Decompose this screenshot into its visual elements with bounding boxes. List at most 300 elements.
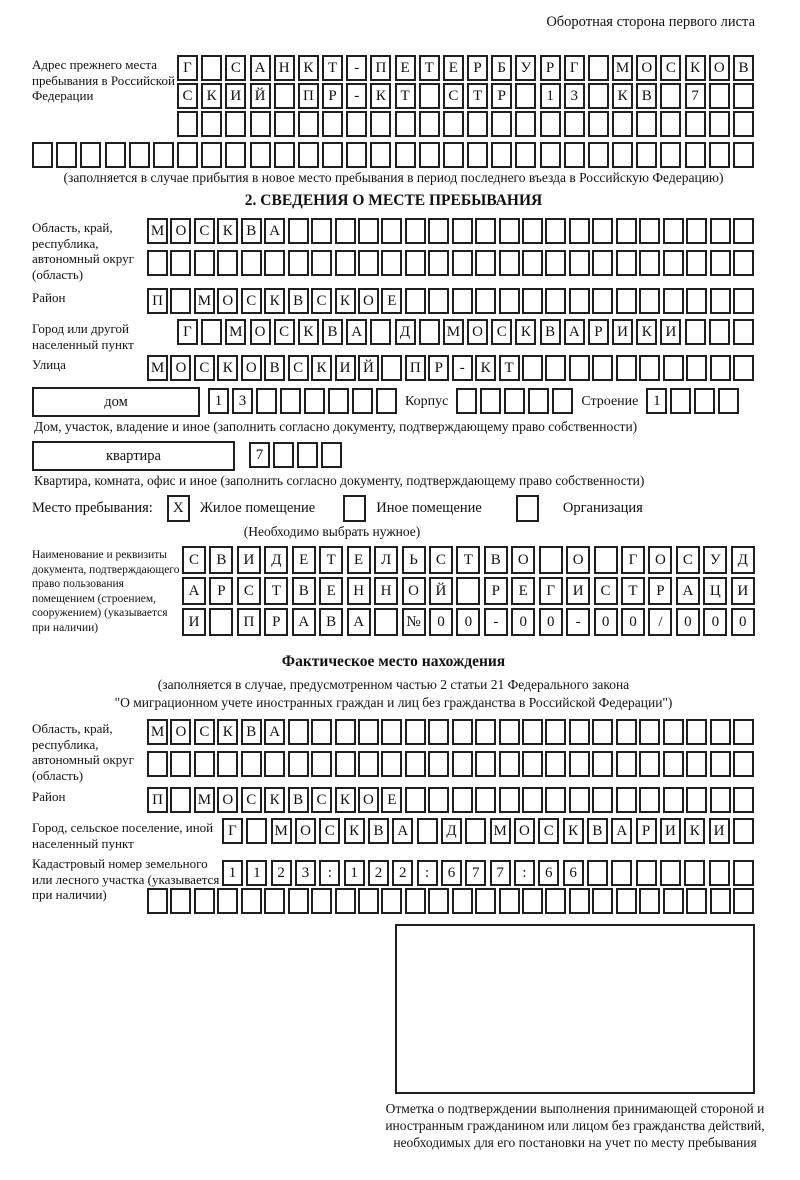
- char-box[interactable]: [419, 83, 440, 109]
- char-box[interactable]: В: [733, 55, 754, 81]
- char-box[interactable]: [201, 142, 222, 168]
- char-box[interactable]: [452, 751, 473, 777]
- char-box[interactable]: [274, 83, 295, 109]
- char-box[interactable]: [686, 218, 707, 244]
- char-box[interactable]: [639, 719, 660, 745]
- char-box[interactable]: [522, 751, 543, 777]
- char-box[interactable]: А: [676, 577, 700, 605]
- char-box[interactable]: К: [264, 787, 285, 813]
- char-box[interactable]: [592, 787, 613, 813]
- char-box[interactable]: А: [347, 608, 371, 636]
- char-box[interactable]: [491, 111, 512, 137]
- char-box[interactable]: [592, 355, 613, 381]
- char-box[interactable]: 0: [539, 608, 563, 636]
- char-box[interactable]: [670, 388, 691, 414]
- char-box[interactable]: С: [225, 55, 246, 81]
- char-box[interactable]: [660, 83, 681, 109]
- char-box[interactable]: [217, 888, 238, 914]
- char-box[interactable]: Т: [621, 577, 645, 605]
- char-box[interactable]: О: [217, 288, 238, 314]
- char-row-doc-2[interactable]: [182, 577, 755, 605]
- char-box[interactable]: 3: [295, 860, 316, 886]
- char-row-ulitsa[interactable]: [147, 355, 754, 381]
- char-box[interactable]: [540, 111, 561, 137]
- char-box[interactable]: [588, 111, 609, 137]
- char-box[interactable]: Г: [539, 577, 563, 605]
- char-row-rayon[interactable]: [147, 288, 754, 314]
- char-box[interactable]: С: [177, 83, 198, 109]
- char-box[interactable]: Р: [484, 577, 508, 605]
- char-box[interactable]: К: [515, 319, 536, 345]
- char-box[interactable]: [569, 719, 590, 745]
- char-box[interactable]: [616, 888, 637, 914]
- char-box[interactable]: [616, 787, 637, 813]
- char-row-prev-address-1[interactable]: [177, 55, 754, 81]
- char-box[interactable]: [465, 818, 486, 844]
- char-box[interactable]: В: [209, 546, 233, 574]
- char-box[interactable]: 0: [703, 608, 727, 636]
- char-box[interactable]: -: [346, 55, 367, 81]
- char-box[interactable]: [592, 288, 613, 314]
- char-box[interactable]: [499, 218, 520, 244]
- char-box[interactable]: [358, 888, 379, 914]
- char-box[interactable]: К: [685, 55, 706, 81]
- char-box[interactable]: [545, 787, 566, 813]
- char-box[interactable]: С: [288, 355, 309, 381]
- char-box[interactable]: №: [402, 608, 426, 636]
- char-box[interactable]: [288, 719, 309, 745]
- char-box[interactable]: [381, 250, 402, 276]
- char-box[interactable]: Р: [636, 818, 657, 844]
- char-box[interactable]: [733, 355, 754, 381]
- char-box[interactable]: О: [170, 218, 191, 244]
- char-box[interactable]: [264, 751, 285, 777]
- char-box[interactable]: [304, 388, 325, 414]
- char-box[interactable]: М: [194, 288, 215, 314]
- char-box[interactable]: [475, 888, 496, 914]
- char-box[interactable]: [467, 142, 488, 168]
- char-box[interactable]: [480, 388, 501, 414]
- char-box[interactable]: М: [612, 55, 633, 81]
- char-box[interactable]: 1: [222, 860, 243, 886]
- char-box[interactable]: О: [636, 55, 657, 81]
- char-box[interactable]: [201, 111, 222, 137]
- char-box[interactable]: [428, 888, 449, 914]
- char-box[interactable]: [456, 388, 477, 414]
- char-box[interactable]: /: [648, 608, 672, 636]
- char-box[interactable]: [395, 111, 416, 137]
- char-box[interactable]: С: [538, 818, 559, 844]
- char-box[interactable]: [686, 787, 707, 813]
- char-box[interactable]: К: [264, 288, 285, 314]
- char-box[interactable]: Т: [395, 83, 416, 109]
- char-box[interactable]: [322, 111, 343, 137]
- char-box[interactable]: [456, 577, 480, 605]
- char-box[interactable]: М: [147, 719, 168, 745]
- char-box[interactable]: Г: [222, 818, 243, 844]
- char-box[interactable]: К: [217, 719, 238, 745]
- char-box[interactable]: 6: [563, 860, 584, 886]
- char-box[interactable]: [592, 218, 613, 244]
- char-box[interactable]: Е: [381, 787, 402, 813]
- char-box[interactable]: К: [335, 787, 356, 813]
- char-box[interactable]: :: [514, 860, 535, 886]
- char-box[interactable]: [515, 142, 536, 168]
- char-box[interactable]: Д: [264, 546, 288, 574]
- char-box[interactable]: 3: [564, 83, 585, 109]
- char-box[interactable]: П: [237, 608, 261, 636]
- char-box[interactable]: [321, 442, 342, 468]
- char-box[interactable]: [370, 319, 391, 345]
- char-box[interactable]: 7: [685, 83, 706, 109]
- char-box[interactable]: С: [241, 288, 262, 314]
- char-row-prev-address-3[interactable]: [177, 111, 754, 137]
- char-box[interactable]: [475, 218, 496, 244]
- char-box[interactable]: М: [443, 319, 464, 345]
- char-row-kadastr-2[interactable]: [147, 888, 754, 914]
- char-box[interactable]: К: [370, 83, 391, 109]
- char-box[interactable]: [663, 719, 684, 745]
- char-box[interactable]: Т: [499, 355, 520, 381]
- char-box[interactable]: С: [311, 288, 332, 314]
- char-box[interactable]: А: [392, 818, 413, 844]
- char-box[interactable]: К: [344, 818, 365, 844]
- char-box[interactable]: [417, 818, 438, 844]
- char-box[interactable]: Т: [467, 83, 488, 109]
- char-box[interactable]: [686, 250, 707, 276]
- char-box[interactable]: [710, 288, 731, 314]
- char-box[interactable]: [419, 319, 440, 345]
- char-box[interactable]: К: [335, 288, 356, 314]
- char-box[interactable]: [428, 719, 449, 745]
- char-box[interactable]: М: [490, 818, 511, 844]
- char-box[interactable]: [710, 888, 731, 914]
- char-box[interactable]: О: [402, 577, 426, 605]
- char-box[interactable]: [452, 288, 473, 314]
- char-box[interactable]: [686, 355, 707, 381]
- char-box[interactable]: С: [241, 787, 262, 813]
- char-box[interactable]: Н: [347, 577, 371, 605]
- char-box[interactable]: [381, 888, 402, 914]
- char-box[interactable]: [660, 111, 681, 137]
- char-box[interactable]: В: [288, 288, 309, 314]
- char-box[interactable]: [147, 751, 168, 777]
- char-box[interactable]: С: [182, 546, 206, 574]
- char-box[interactable]: [241, 250, 262, 276]
- char-box[interactable]: В: [368, 818, 389, 844]
- char-box[interactable]: Ь: [402, 546, 426, 574]
- char-box[interactable]: [381, 751, 402, 777]
- char-row-korpus[interactable]: [456, 388, 573, 414]
- char-box[interactable]: [419, 142, 440, 168]
- char-box[interactable]: М: [271, 818, 292, 844]
- char-box[interactable]: [636, 860, 657, 886]
- char-box[interactable]: [709, 83, 730, 109]
- char-box[interactable]: [346, 142, 367, 168]
- char-box[interactable]: [264, 250, 285, 276]
- char-box[interactable]: [335, 719, 356, 745]
- char-box[interactable]: [594, 546, 618, 574]
- char-box[interactable]: [201, 319, 222, 345]
- char-box[interactable]: Р: [467, 55, 488, 81]
- char-box[interactable]: [370, 111, 391, 137]
- char-box[interactable]: Е: [381, 288, 402, 314]
- char-box[interactable]: С: [274, 319, 295, 345]
- char-box[interactable]: :: [319, 860, 340, 886]
- char-box[interactable]: Е: [443, 55, 464, 81]
- char-box[interactable]: [201, 55, 222, 81]
- char-box[interactable]: О: [170, 355, 191, 381]
- char-box[interactable]: М: [225, 319, 246, 345]
- char-row-oblast2-2[interactable]: [147, 751, 754, 777]
- char-box[interactable]: С: [319, 818, 340, 844]
- char-box[interactable]: [710, 250, 731, 276]
- char-box[interactable]: К: [298, 319, 319, 345]
- char-box[interactable]: [297, 442, 318, 468]
- char-box[interactable]: Р: [209, 577, 233, 605]
- char-box[interactable]: К: [475, 355, 496, 381]
- char-box[interactable]: [612, 142, 633, 168]
- char-box[interactable]: [499, 250, 520, 276]
- char-box[interactable]: О: [250, 319, 271, 345]
- char-box[interactable]: Д: [395, 319, 416, 345]
- char-box[interactable]: [733, 250, 754, 276]
- char-box[interactable]: [452, 787, 473, 813]
- char-box[interactable]: [475, 751, 496, 777]
- char-box[interactable]: [564, 142, 585, 168]
- char-box[interactable]: [592, 719, 613, 745]
- char-box[interactable]: [660, 142, 681, 168]
- char-box[interactable]: Р: [322, 83, 343, 109]
- char-box[interactable]: [718, 388, 739, 414]
- char-box[interactable]: [569, 250, 590, 276]
- char-box[interactable]: Р: [588, 319, 609, 345]
- char-box[interactable]: [217, 751, 238, 777]
- char-box[interactable]: [709, 860, 730, 886]
- char-box[interactable]: 2: [271, 860, 292, 886]
- char-box[interactable]: [636, 142, 657, 168]
- char-box[interactable]: [545, 355, 566, 381]
- char-box[interactable]: [616, 355, 637, 381]
- char-box[interactable]: [499, 288, 520, 314]
- char-box[interactable]: [569, 888, 590, 914]
- char-box[interactable]: [660, 860, 681, 886]
- char-box[interactable]: Г: [177, 55, 198, 81]
- char-box[interactable]: К: [311, 355, 332, 381]
- char-box[interactable]: [522, 250, 543, 276]
- char-box[interactable]: 0: [594, 608, 618, 636]
- char-box[interactable]: [522, 355, 543, 381]
- char-box[interactable]: [636, 111, 657, 137]
- char-box[interactable]: Р: [648, 577, 672, 605]
- char-box[interactable]: [335, 218, 356, 244]
- char-box[interactable]: [545, 719, 566, 745]
- char-box[interactable]: [225, 111, 246, 137]
- char-box[interactable]: К: [636, 319, 657, 345]
- char-box[interactable]: Р: [491, 83, 512, 109]
- char-box[interactable]: [452, 719, 473, 745]
- char-box[interactable]: [733, 142, 754, 168]
- char-box[interactable]: [475, 250, 496, 276]
- char-box[interactable]: Б: [491, 55, 512, 81]
- char-box[interactable]: [428, 218, 449, 244]
- char-box[interactable]: О: [648, 546, 672, 574]
- char-box[interactable]: [733, 751, 754, 777]
- char-box[interactable]: [710, 218, 731, 244]
- char-box[interactable]: [56, 142, 77, 168]
- char-box[interactable]: [592, 751, 613, 777]
- char-box[interactable]: [405, 218, 426, 244]
- char-box[interactable]: [250, 142, 271, 168]
- char-box[interactable]: Е: [292, 546, 316, 574]
- char-box[interactable]: [569, 751, 590, 777]
- char-box[interactable]: 2: [392, 860, 413, 886]
- char-box[interactable]: [709, 142, 730, 168]
- char-box[interactable]: [428, 787, 449, 813]
- char-box[interactable]: [569, 218, 590, 244]
- char-row-doc-1[interactable]: [182, 546, 755, 574]
- char-box[interactable]: 7: [490, 860, 511, 886]
- char-box[interactable]: [428, 250, 449, 276]
- char-box[interactable]: [217, 250, 238, 276]
- char-box[interactable]: [241, 751, 262, 777]
- char-box[interactable]: [733, 111, 754, 137]
- char-box[interactable]: [522, 288, 543, 314]
- char-box[interactable]: Т: [322, 55, 343, 81]
- char-box[interactable]: [288, 888, 309, 914]
- char-box[interactable]: Г: [177, 319, 198, 345]
- char-box[interactable]: М: [147, 218, 168, 244]
- char-box[interactable]: [639, 288, 660, 314]
- char-box[interactable]: [288, 218, 309, 244]
- char-box[interactable]: 3: [232, 388, 253, 414]
- char-box[interactable]: К: [563, 818, 584, 844]
- char-box[interactable]: [256, 388, 277, 414]
- char-box[interactable]: П: [147, 288, 168, 314]
- char-box[interactable]: [588, 142, 609, 168]
- char-box[interactable]: П: [298, 83, 319, 109]
- char-box[interactable]: [170, 288, 191, 314]
- char-box[interactable]: [346, 111, 367, 137]
- char-box[interactable]: [443, 111, 464, 137]
- char-box[interactable]: А: [264, 218, 285, 244]
- char-box[interactable]: [663, 288, 684, 314]
- char-box[interactable]: [639, 787, 660, 813]
- char-box[interactable]: [685, 142, 706, 168]
- char-box[interactable]: [663, 355, 684, 381]
- char-box[interactable]: [540, 142, 561, 168]
- char-box[interactable]: [499, 719, 520, 745]
- char-box[interactable]: П: [405, 355, 426, 381]
- char-box[interactable]: [522, 218, 543, 244]
- char-row-rayon2[interactable]: [147, 787, 754, 813]
- char-box[interactable]: [467, 111, 488, 137]
- char-box[interactable]: [129, 142, 150, 168]
- char-box[interactable]: [452, 250, 473, 276]
- char-box[interactable]: Т: [319, 546, 343, 574]
- char-row-oblast-1[interactable]: [147, 218, 754, 244]
- char-box[interactable]: В: [540, 319, 561, 345]
- char-box[interactable]: Д: [441, 818, 462, 844]
- char-box[interactable]: [311, 888, 332, 914]
- char-box[interactable]: В: [322, 319, 343, 345]
- char-box[interactable]: [733, 888, 754, 914]
- char-box[interactable]: [419, 111, 440, 137]
- char-box[interactable]: [405, 787, 426, 813]
- char-box[interactable]: [405, 250, 426, 276]
- char-box[interactable]: -: [346, 83, 367, 109]
- char-box[interactable]: [335, 888, 356, 914]
- char-box[interactable]: К: [684, 818, 705, 844]
- checkbox-org[interactable]: [516, 495, 539, 522]
- char-box[interactable]: [358, 250, 379, 276]
- char-box[interactable]: С: [594, 577, 618, 605]
- char-box[interactable]: С: [676, 546, 700, 574]
- char-box[interactable]: [639, 888, 660, 914]
- char-box[interactable]: [569, 787, 590, 813]
- char-box[interactable]: [522, 719, 543, 745]
- char-row-oblast-2[interactable]: [147, 250, 754, 276]
- char-box[interactable]: [452, 888, 473, 914]
- char-box[interactable]: 1: [540, 83, 561, 109]
- char-box[interactable]: А: [611, 818, 632, 844]
- char-box[interactable]: У: [515, 55, 536, 81]
- char-box[interactable]: А: [182, 577, 206, 605]
- char-box[interactable]: [274, 142, 295, 168]
- char-box[interactable]: [328, 388, 349, 414]
- char-box[interactable]: В: [288, 787, 309, 813]
- char-box[interactable]: [194, 751, 215, 777]
- char-box[interactable]: 0: [511, 608, 535, 636]
- char-box[interactable]: [335, 751, 356, 777]
- char-box[interactable]: [170, 250, 191, 276]
- char-box[interactable]: 0: [621, 608, 645, 636]
- char-box[interactable]: [428, 751, 449, 777]
- char-box[interactable]: Н: [274, 55, 295, 81]
- char-box[interactable]: М: [194, 787, 215, 813]
- char-box[interactable]: [273, 442, 294, 468]
- checkbox-zhiloe[interactable]: X: [167, 495, 190, 522]
- char-box[interactable]: Р: [264, 608, 288, 636]
- char-box[interactable]: [569, 355, 590, 381]
- char-box[interactable]: 1: [646, 388, 667, 414]
- char-box[interactable]: -: [452, 355, 473, 381]
- char-box[interactable]: [685, 111, 706, 137]
- char-box[interactable]: [298, 142, 319, 168]
- char-box[interactable]: А: [346, 319, 367, 345]
- char-box[interactable]: [539, 546, 563, 574]
- char-box[interactable]: А: [564, 319, 585, 345]
- char-box[interactable]: 1: [208, 388, 229, 414]
- char-box[interactable]: П: [370, 55, 391, 81]
- char-box[interactable]: Е: [511, 577, 535, 605]
- char-box[interactable]: [32, 142, 53, 168]
- char-box[interactable]: :: [417, 860, 438, 886]
- char-box[interactable]: -: [566, 608, 590, 636]
- char-box[interactable]: И: [731, 577, 755, 605]
- char-box[interactable]: [405, 288, 426, 314]
- char-box[interactable]: [733, 218, 754, 244]
- char-box[interactable]: 0: [456, 608, 480, 636]
- char-box[interactable]: В: [241, 218, 262, 244]
- char-box[interactable]: В: [241, 719, 262, 745]
- char-box[interactable]: [612, 111, 633, 137]
- char-box[interactable]: 0: [429, 608, 453, 636]
- char-box[interactable]: [685, 319, 706, 345]
- char-box[interactable]: Р: [540, 55, 561, 81]
- char-box[interactable]: [710, 787, 731, 813]
- char-box[interactable]: [709, 319, 730, 345]
